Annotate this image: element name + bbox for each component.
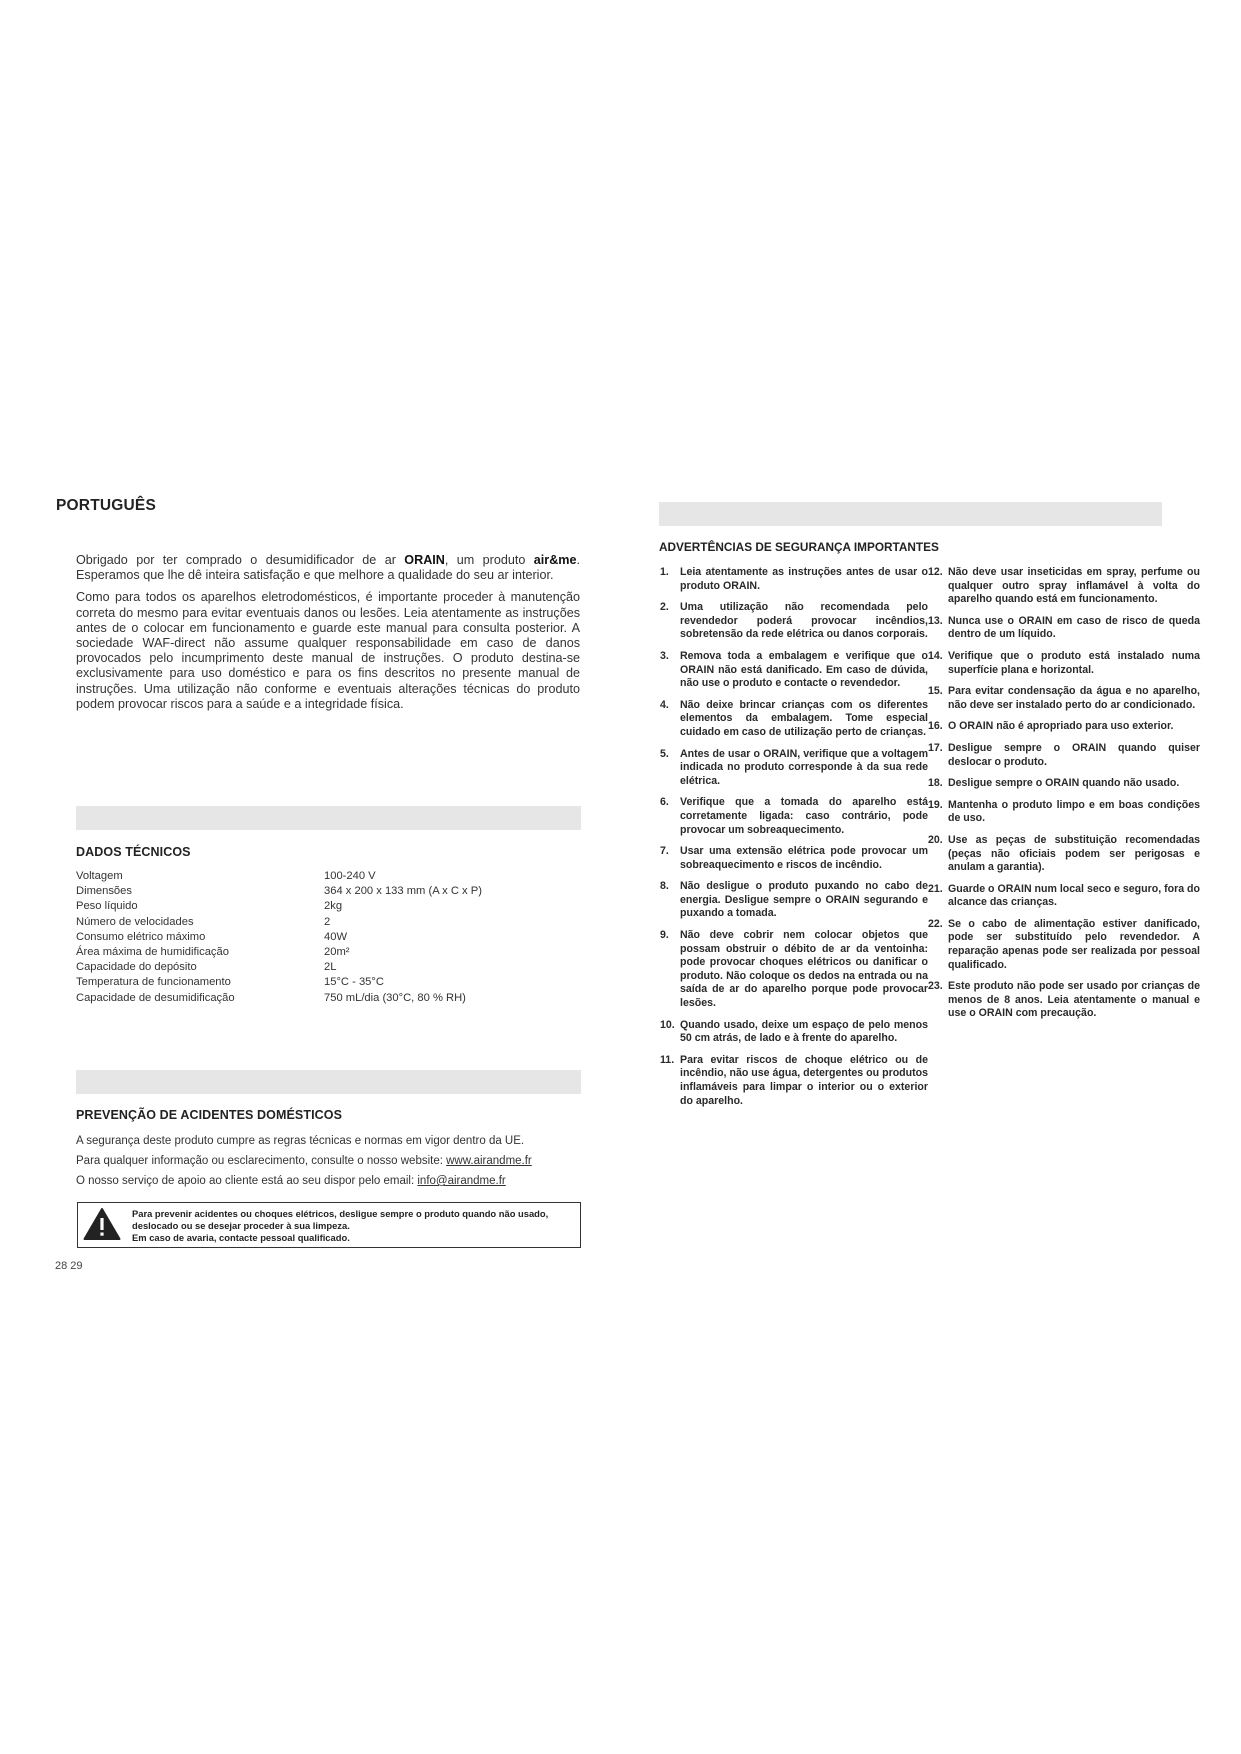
intro-paragraph-1 — [76, 553, 580, 583]
website-link[interactable]: www.airandme.fr — [446, 1155, 532, 1167]
safety-item — [660, 566, 928, 593]
warning-line-2: deslocado ou se desejar proceder à sua limpeza. — [132, 1219, 350, 1231]
safety-item — [928, 777, 1200, 791]
spec-row — [76, 991, 546, 1006]
spec-value: 750 mL/dia (30°C, 80 % RH) — [324, 991, 466, 1004]
section-bar-prevention — [76, 1070, 581, 1094]
tech-specs-table — [76, 869, 546, 1006]
tech-section-title: DADOS TÉCNICOS — [76, 845, 191, 859]
safety-item — [928, 615, 1200, 642]
safety-item — [928, 980, 1200, 1021]
safety-item — [660, 699, 928, 740]
spec-label: Voltagem — [76, 870, 123, 882]
brand-name: ORAIN — [404, 553, 445, 567]
spec-row — [76, 960, 546, 975]
item-number: 9. — [660, 929, 669, 942]
item-number: 2. — [660, 601, 669, 614]
item-text: Não deixe brincar crianças com os diferentes elementos da embalagem. Tome especial cuidado em caso de utilização perto de crianças. — [680, 698, 928, 738]
item-number: 13. — [928, 614, 943, 627]
spec-row — [76, 915, 546, 930]
safety-item — [928, 720, 1200, 734]
intro-text-part: . Esperamos que lhe dê inteira satisfação e que melhore a qualidade do seu ar interior. — [76, 553, 580, 583]
item-number: 19. — [928, 798, 943, 811]
spec-label: Temperatura de funcionamento — [76, 976, 231, 989]
item-number: 8. — [660, 880, 669, 893]
item-number: 5. — [660, 747, 669, 760]
prevention-line-3 — [76, 1171, 596, 1191]
safety-list-left — [660, 566, 928, 1116]
safety-item — [660, 880, 928, 921]
item-number: 10. — [660, 1018, 675, 1031]
prevention-line-2 — [76, 1151, 596, 1171]
email-label: O nosso serviço de apoio ao cliente está ao seu dispor pelo email: — [76, 1175, 418, 1187]
item-text: Não deve usar inseticidas em spray, perfume ou qualquer outro spray inflamável à volta do aparelho quando está em funcionamento. — [948, 566, 1200, 606]
item-number: 20. — [928, 833, 943, 846]
item-text: Não deve cobrir nem colocar objetos que possam obstruir o débito de ar da ventoinha: pode provocar choques elétricos ou danificar o produto. Não coloque os dedos na entrada ou na saída de ar do aparelho porque pode provocar lesões. — [680, 929, 928, 1010]
item-number: 18. — [928, 777, 943, 790]
item-text: Desligue sempre o ORAIN quando quiser deslocar o produto. — [948, 741, 1200, 768]
item-number: 17. — [928, 741, 943, 754]
company-name: air&me — [533, 553, 577, 567]
safety-list-right — [928, 566, 1200, 1029]
item-number: 3. — [660, 649, 669, 662]
item-number: 12. — [928, 566, 943, 578]
safety-item — [928, 566, 1200, 607]
warning-text — [132, 1208, 576, 1243]
spec-label: Capacidade de desumidificação — [76, 991, 235, 1004]
safety-item — [928, 918, 1200, 972]
safety-section-title: ADVERTÊNCIAS DE SEGURANÇA IMPORTANTES — [659, 540, 939, 554]
spec-value: 40W — [324, 930, 348, 943]
spec-row — [76, 945, 546, 960]
item-number: 4. — [660, 698, 669, 711]
item-number: 15. — [928, 685, 943, 698]
item-number: 14. — [928, 649, 943, 662]
item-text: Quando usado, deixe um espaço de pelo menos 50 cm atrás, de lado e à frente do aparelho. — [680, 1018, 928, 1045]
item-text: Mantenha o produto limpo e em boas condições de uso. — [948, 798, 1200, 825]
safety-item — [928, 650, 1200, 677]
intro-text-part: , um produto — [444, 553, 534, 567]
spec-value: 2 — [324, 915, 331, 928]
item-text: Remova toda a embalagem e verifique que o ORAIN não está danificado. Em caso de dúvida, não use o produto e contacte o revendedor. — [680, 649, 928, 690]
safety-item — [660, 1019, 928, 1046]
intro-text — [76, 553, 580, 719]
item-text: Leia atentamente as instruções antes de usar o produto ORAIN. — [680, 566, 928, 592]
spec-value: 15°C - 35°C — [324, 976, 384, 989]
safety-item — [928, 799, 1200, 826]
item-text: Não desligue o produto puxando no cabo de energia. Desligue sempre o ORAIN segurando e puxando a tomada. — [680, 880, 928, 920]
safety-item — [660, 650, 928, 691]
item-text: Para evitar riscos de choque elétrico ou de incêndio, não use água, detergentes ou produtos inflamáveis para limpar o interior ou o exterior do aparelho. — [680, 1053, 928, 1107]
item-number: 22. — [928, 917, 943, 930]
safety-item — [660, 601, 928, 642]
section-bar-safety — [659, 502, 1162, 526]
safety-item — [928, 742, 1200, 769]
prevention-text — [76, 1131, 596, 1191]
page-numbers: 28 29 — [55, 1260, 83, 1272]
warning-line-1: Para prevenir acidentes ou choques elétricos, desligue sempre o produto quando não usado, — [132, 1208, 549, 1219]
email-link[interactable]: info@airandme.fr — [417, 1175, 506, 1187]
spec-row — [76, 884, 546, 899]
safety-item — [660, 929, 928, 1011]
warning-line-3: Em caso de avaria, contacte pessoal qualificado. — [132, 1231, 350, 1243]
spec-label: Número de velocidades — [76, 915, 194, 928]
intro-paragraph-2: Como para todos os aparelhos eletrodomésticos, é importante proceder à manutenção correta do mesmo para evitar eventuais danos ou lesões. Leia atentamente as instruções antes de o colocar em funcionamento e guarde este manual para consulta posterior. A sociedade WAF-direct não assume qualquer responsabilidade em caso de danos provocados pelo incumprimento deste manual de instruções. O produto destina-se exclusivamente para uso doméstico e para os fins descritos no presente manual de instruções. Uma utilização não conforme e eventuais alterações técnicas do produto podem provocar riscos para a saúde e a integridade física. — [76, 590, 580, 711]
safety-item — [660, 1054, 928, 1108]
item-number: 23. — [928, 980, 943, 993]
item-text: Verifique que a tomada do aparelho está corretamente ligada: caso contrário, pode provocar um sobreaquecimento. — [680, 796, 928, 836]
item-text: Use as peças de substituição recomendadas (peças não oficiais podem ser perigosas e anulam a garantia). — [948, 833, 1200, 874]
item-text: Para evitar condensação da água e no aparelho, não deve ser instalado perto do ar condicionado. — [948, 685, 1200, 711]
spec-value: 2L — [324, 961, 337, 974]
item-text: Guarde o ORAIN num local seco e seguro, fora do alcance das crianças. — [948, 882, 1200, 909]
item-text: Este produto não pode ser usado por crianças de menos de 8 anos. Leia atentamente o manual e use o ORAIN com precaução. — [948, 980, 1200, 1020]
safety-item — [660, 748, 928, 789]
safety-item — [928, 685, 1200, 712]
safety-item — [660, 845, 928, 872]
safety-item — [928, 834, 1200, 875]
spec-row — [76, 975, 546, 990]
spec-value: 2kg — [324, 900, 343, 913]
website-label: Para qualquer informação ou esclarecimento, consulte o nosso website: — [76, 1155, 447, 1167]
item-number: 6. — [660, 796, 669, 809]
safety-item — [928, 883, 1200, 910]
item-text: Desligue sempre o ORAIN quando não usado. — [948, 777, 1180, 790]
item-text: Se o cabo de alimentação estiver danificado, pode ser substituído pelo revendedor. A reparação apenas pode ser realizada por pessoal qualificado. — [948, 917, 1200, 971]
spec-label: Dimensões — [76, 885, 132, 898]
spec-label: Área máxima de humidificação — [76, 945, 229, 958]
item-number: 1. — [660, 566, 669, 578]
prevention-section-title: PREVENÇÃO DE ACIDENTES DOMÉSTICOS — [76, 1108, 343, 1122]
item-text: Nunca use o ORAIN em caso de risco de queda dentro de um líquido. — [948, 614, 1200, 641]
section-bar-tech — [76, 806, 581, 830]
item-number: 21. — [928, 882, 943, 895]
spec-value: 100-240 V — [324, 870, 376, 882]
spec-label: Capacidade do depósito — [76, 961, 197, 974]
item-text: Usar uma extensão elétrica pode provocar um sobreaquecimento e riscos de incêndio. — [680, 845, 928, 871]
spec-label: Peso líquido — [76, 900, 138, 913]
spec-row — [76, 869, 546, 884]
item-number: 16. — [928, 720, 943, 733]
item-text: Verifique que o produto está instalado numa superfície plana e horizontal. — [948, 649, 1200, 676]
safety-item — [660, 796, 928, 837]
warning-box — [77, 1202, 581, 1248]
spec-row — [76, 899, 546, 914]
spec-label: Consumo elétrico máximo — [76, 930, 206, 943]
prevention-line-1: A segurança deste produto cumpre as regras técnicas e normas em vigor dentro da UE. — [76, 1135, 525, 1147]
spec-value: 20m² — [324, 945, 350, 958]
spec-row — [76, 930, 546, 945]
spec-value: 364 x 200 x 133 mm (A x C x P) — [324, 885, 482, 898]
item-text: Antes de usar o ORAIN, verifique que a voltagem indicada no produto corresponde à da sua rede elétrica. — [680, 747, 928, 787]
page-title: PORTUGUÊS — [56, 497, 156, 514]
item-text: Uma utilização não recomendada pelo revendedor poderá provocar incêndios, sobretensão da rede elétrica ou danos corporais. — [680, 601, 928, 641]
item-number: 7. — [660, 845, 669, 858]
item-number: 11. — [660, 1053, 675, 1066]
item-text: O ORAIN não é apropriado para uso exterior. — [948, 720, 1174, 733]
warning-triangle-icon — [83, 1207, 121, 1241]
intro-text-part: Obrigado por ter comprado o desumidificador de ar — [76, 553, 405, 567]
